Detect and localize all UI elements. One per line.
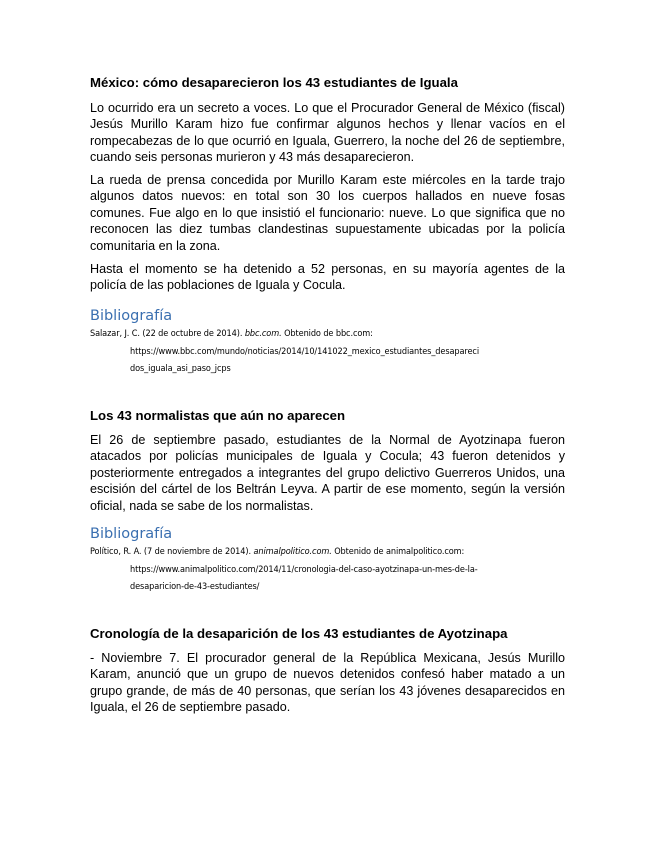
section-2-bibliography-entry	[90, 544, 570, 597]
section-3-paragraph-1: - Noviembre 7. El procurador general de la República Mexicana, Jesús Murillo Karam, anunció que un grupo de nuevos detenidos confesó haber matado a un grupo grande, de más de 40 personas, que serían los 43 jóvenes desaparecidos en Iguala, el 26 de septiembre pasado.	[90, 651, 565, 715]
citation-source: bbc.com.	[244, 329, 282, 339]
section-1-paragraph-2: La rueda de prensa concedida por Murillo Karam este miércoles en la tarde trajo algunos datos nuevos: en total son 30 los cuerpos hallados en nueve fosas comunes. Fue algo en lo que insistió el funcionario: nueve. Lo que significa que no reconocen las diez tumbas clandestinas supuestamente ubicadas por la policía comunitaria en la zona.	[90, 173, 565, 253]
citation-line	[90, 326, 570, 344]
citation-author-date: Político, R. A. (7 de noviembre de 2014).	[90, 547, 251, 557]
section-2-bibliography-title: Bibliografía	[90, 526, 173, 542]
section-2-paragraph-1: El 26 de septiembre pasado, estudiantes de la Normal de Ayotzinapa fueron atacados por policías municipales de Iguala y Cocula; 43 fueron detenidos y posteriormente entregados a integrantes del grupo delictivo Guerreros Unidos, una escisión del cártel de los Beltrán Leyva. A partir de ese momento, según la versión oficial, nada se sabe de los normalistas.	[90, 433, 565, 513]
citation-source: animalpolitico.com.	[253, 547, 332, 557]
citation-url-line-1: https://www.animalpolitico.com/2014/11/cronologia-del-caso-ayotzinapa-un-mes-de-la-	[130, 564, 478, 575]
section-1-bibliography-entry	[90, 326, 570, 379]
section-1-paragraph-3: Hasta el momento se ha detenido a 52 personas, en su mayoría agentes de la policía de las poblaciones de Iguala y Cocula.	[90, 262, 565, 293]
citation-url-line-2: dos_iguala_asi_paso_jcps	[130, 364, 231, 374]
section-1-heading: México: cómo desaparecieron los 43 estudiantes de Iguala	[90, 75, 458, 90]
citation-obtained: Obtenido de animalpolitico.com:	[334, 547, 465, 557]
citation-url-line-1: https://www.bbc.com/mundo/noticias/2014/10/141022_mexico_estudiantes_desapareci	[130, 346, 479, 357]
citation-url-line-2: desaparicion-de-43-estudiantes/	[130, 582, 260, 592]
section-2-heading: Los 43 normalistas que aún no aparecen	[90, 408, 346, 423]
citation-line	[90, 544, 570, 562]
citation-author-date: Salazar, J. C. (22 de octubre de 2014).	[90, 329, 243, 339]
citation-obtained: Obtenido de bbc.com:	[284, 329, 373, 339]
section-1-bibliography-title: Bibliografía	[90, 308, 173, 324]
section-3-heading: Cronología de la desaparición de los 43 estudiantes de Ayotzinapa	[90, 626, 508, 641]
section-1-paragraph-1: Lo ocurrido era un secreto a voces. Lo que el Procurador General de México (fiscal) Jesús Murillo Karam hizo fue confirmar algunos hechos y llenar vacíos en el rompecabezas de lo que ocurrió en Iguala, Guerrero, la noche del 26 de septiembre, cuando seis personas murieron y 43 más desaparecieron.	[90, 101, 565, 165]
